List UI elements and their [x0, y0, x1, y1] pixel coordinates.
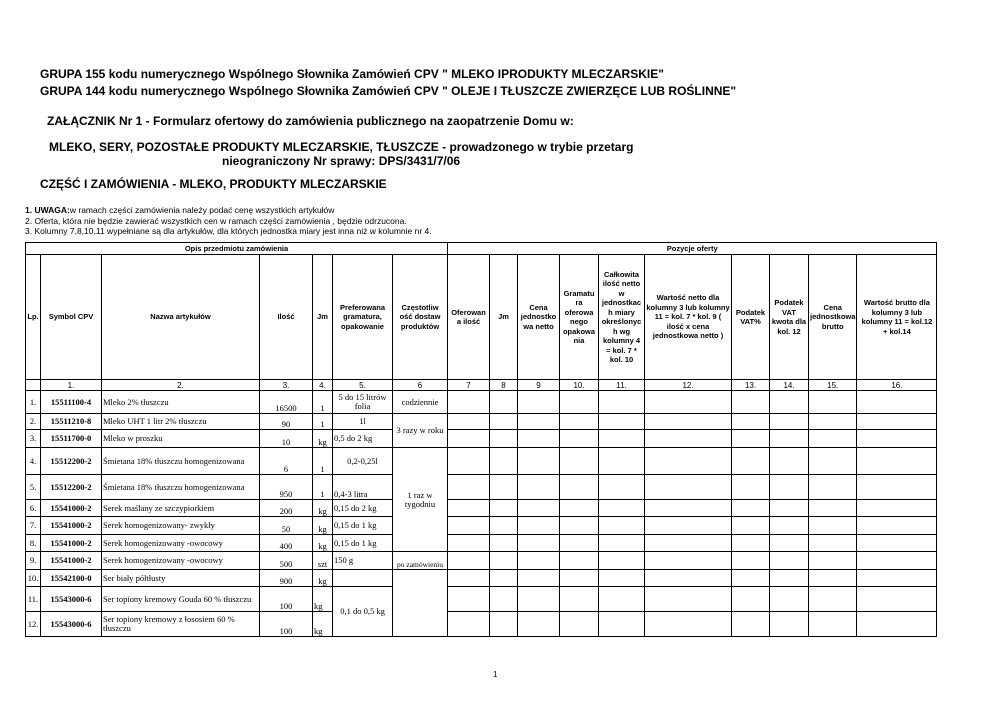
offer-cell[interactable] [645, 430, 732, 448]
note-3: 3. Kolumny 7,8,10,11 wypełniane są dla artykułów, dla których jednostka miary jest inna niż w kolumnie nr 4. [25, 226, 432, 236]
row-lp: 11. [26, 587, 41, 612]
offer-cell[interactable] [809, 430, 857, 448]
offer-cell[interactable] [518, 391, 560, 414]
row-name: Serek homogenizowany -owocowy [102, 535, 260, 552]
col-number: 15. [809, 380, 857, 391]
row-cpv: 15543000-6 [41, 612, 102, 637]
offer-cell[interactable] [857, 391, 937, 414]
offer-cell[interactable] [448, 587, 490, 612]
offer-cell[interactable] [770, 475, 809, 500]
table-row [26, 587, 937, 612]
offer-cell[interactable] [448, 414, 490, 430]
offer-cell[interactable] [770, 570, 809, 587]
offer-cell[interactable] [645, 552, 732, 570]
table-row [26, 517, 937, 535]
offer-cell[interactable] [518, 500, 560, 517]
offer-cell[interactable] [645, 391, 732, 414]
col-number: 16. [857, 380, 937, 391]
row-cpv: 15511100-4 [41, 391, 102, 414]
offer-cell[interactable] [599, 475, 645, 500]
offer-cell[interactable] [518, 448, 560, 475]
row-name: Serek homogenizowany -owocowy [102, 552, 260, 570]
offer-cell[interactable] [857, 414, 937, 430]
row-name: Śmietana 18% tłuszczu homogenizowana [102, 475, 260, 500]
row-cpv: 15511700-0 [41, 430, 102, 448]
row-jm: 1 [313, 448, 333, 475]
col-header: Wartość brutto dla kolumny 3 lub kolumny 11 = kol.12 + kol.14 [857, 255, 937, 380]
col-number: 6 [393, 380, 448, 391]
offer-cell[interactable] [645, 500, 732, 517]
header-line-2: GRUPA 144 kodu numerycznego Wspólnego Słownika Zamówień CPV " OLEJE I TŁUSZCZE ZWIERZĘCE LUB ROŚLINNE" [40, 84, 737, 98]
offer-cell[interactable] [560, 430, 599, 448]
table-row [26, 391, 937, 414]
offer-cell[interactable] [490, 517, 518, 535]
row-freq: 1 raz w tygodniu [393, 448, 448, 552]
table-row [26, 414, 937, 430]
row-lp: 12. [26, 612, 41, 637]
row-jm: kg [313, 587, 333, 612]
row-jm: 1 [313, 414, 333, 430]
offer-cell[interactable] [809, 535, 857, 552]
row-lp: 7. [26, 517, 41, 535]
row-cpv: 15541000-2 [41, 535, 102, 552]
offer-cell[interactable] [857, 448, 937, 475]
offer-cell[interactable] [448, 391, 490, 414]
offer-cell[interactable] [490, 430, 518, 448]
col-header: Gramatu ra oferowa nego opakowa nia [560, 255, 599, 380]
offer-cell[interactable] [857, 430, 937, 448]
offer-cell[interactable] [857, 612, 937, 637]
offer-cell[interactable] [599, 612, 645, 637]
offer-cell[interactable] [732, 391, 770, 414]
row-lp: 8. [26, 535, 41, 552]
row-pref: 0,15 do 2 kg [333, 500, 393, 517]
offer-cell[interactable] [560, 500, 599, 517]
col-number: 10. [560, 380, 599, 391]
offer-cell[interactable] [560, 391, 599, 414]
offer-cell[interactable] [770, 517, 809, 535]
offer-cell[interactable] [732, 430, 770, 448]
offer-cell[interactable] [857, 535, 937, 552]
offer-cell[interactable] [560, 414, 599, 430]
offer-cell[interactable] [732, 552, 770, 570]
offer-cell[interactable] [857, 552, 937, 570]
offer-cell[interactable] [770, 414, 809, 430]
offer-cell[interactable] [732, 448, 770, 475]
offer-cell[interactable] [560, 517, 599, 535]
col-number-blank [26, 380, 41, 391]
row-name: Ser topiony kremowy Gouda 60 % tłuszczu [102, 587, 260, 612]
row-qty: 100 [260, 612, 313, 637]
row-jm: 1 [313, 475, 333, 500]
row-lp: 10. [26, 570, 41, 587]
row-cpv: 15541000-2 [41, 500, 102, 517]
offer-cell[interactable] [448, 448, 490, 475]
row-pref: 0,5 do 2 kg [333, 430, 393, 448]
offer-cell[interactable] [770, 448, 809, 475]
row-name: Serek homogenizowany- zwykły [102, 517, 260, 535]
offer-cell[interactable] [645, 414, 732, 430]
part-title: CZĘŚĆ I ZAMÓWIENIA - MLEKO, PRODUKTY MLECZARSKIE [40, 177, 387, 191]
col-header: Jm [490, 255, 518, 380]
table-row [26, 552, 937, 570]
offer-cell[interactable] [448, 475, 490, 500]
row-cpv: 15541000-2 [41, 552, 102, 570]
offer-cell[interactable] [518, 475, 560, 500]
offer-cell[interactable] [448, 517, 490, 535]
group-header-description: Opis przedmiotu zamówienia [26, 243, 448, 255]
offer-cell[interactable] [518, 414, 560, 430]
offer-cell[interactable] [599, 570, 645, 587]
col-header: Symbol CPV [41, 255, 102, 380]
offer-cell[interactable] [770, 587, 809, 612]
col-number: 9 [518, 380, 560, 391]
row-qty: 200 [260, 500, 313, 517]
row-lp: 5. [26, 475, 41, 500]
offer-cell[interactable] [448, 430, 490, 448]
offer-cell[interactable] [490, 414, 518, 430]
offer-cell[interactable] [645, 517, 732, 535]
offer-cell[interactable] [732, 535, 770, 552]
offer-cell[interactable] [645, 475, 732, 500]
offer-cell[interactable] [857, 475, 937, 500]
offer-cell[interactable] [560, 587, 599, 612]
col-header: Podatek VAT kwota dla kol. 12 [770, 255, 809, 380]
col-header: Nazwa artykułów [102, 255, 260, 380]
offer-cell[interactable] [809, 448, 857, 475]
offer-cell[interactable] [732, 517, 770, 535]
offer-cell[interactable] [518, 570, 560, 587]
row-qty: 500 [260, 552, 313, 570]
row-pref: 0,2-0,25l [333, 448, 393, 475]
offer-cell[interactable] [645, 612, 732, 637]
row-qty: 90 [260, 414, 313, 430]
column-headers [26, 255, 937, 380]
offer-cell[interactable] [770, 552, 809, 570]
table-row [26, 448, 937, 475]
col-header: Oferowan a ilość [448, 255, 490, 380]
offer-cell[interactable] [560, 570, 599, 587]
offer-cell[interactable] [599, 430, 645, 448]
offer-cell[interactable] [560, 612, 599, 637]
offer-cell[interactable] [857, 570, 937, 587]
offer-cell[interactable] [732, 587, 770, 612]
row-qty: 6 [260, 448, 313, 475]
row-pref: 5 do 15 litrów folia [333, 391, 393, 414]
offer-cell[interactable] [448, 570, 490, 587]
col-header: Wartość netto dla kolumny 3 lub kolumny 11 = kol. 7 * kol. 9 ( ilość x cena jednostkowa netto ) [645, 255, 732, 380]
row-jm: kg [313, 500, 333, 517]
offer-cell[interactable] [490, 500, 518, 517]
offer-cell[interactable] [857, 587, 937, 612]
offer-cell[interactable] [809, 391, 857, 414]
offer-cell[interactable] [770, 430, 809, 448]
offer-cell[interactable] [560, 552, 599, 570]
col-number: 2. [102, 380, 260, 391]
col-header: Cena jednostkowa brutto [809, 255, 857, 380]
offer-cell[interactable] [809, 500, 857, 517]
row-cpv: 15511210-8 [41, 414, 102, 430]
row-cpv: 15512200-2 [41, 448, 102, 475]
offer-cell[interactable] [518, 535, 560, 552]
offer-cell[interactable] [599, 448, 645, 475]
offer-cell[interactable] [809, 414, 857, 430]
row-pref: 150 g [333, 552, 393, 570]
row-cpv: 15543000-6 [41, 587, 102, 612]
row-name: Mleko 2% tłuszczu [102, 391, 260, 414]
offer-cell[interactable] [448, 552, 490, 570]
offer-cell[interactable] [770, 535, 809, 552]
table-row [26, 430, 937, 448]
table-row [26, 570, 937, 587]
page-number: 1 [493, 670, 498, 679]
row-lp: 2. [26, 414, 41, 430]
offer-cell[interactable] [857, 500, 937, 517]
offer-cell[interactable] [490, 570, 518, 587]
offer-cell[interactable] [490, 475, 518, 500]
table-row [26, 612, 937, 637]
row-name: Śmietana 18% tłuszczu homogenizowana [102, 448, 260, 475]
offer-cell[interactable] [518, 587, 560, 612]
offer-cell[interactable] [490, 612, 518, 637]
row-freq: codziennie [393, 391, 448, 414]
offer-cell[interactable] [599, 500, 645, 517]
note-2: 2. Oferta, która nie będzie zawierać wszystkich cen w ramach części zamówienia , będzie odrzucona. [25, 215, 407, 226]
offer-cell[interactable] [645, 535, 732, 552]
col-header: Lp. [26, 255, 41, 380]
row-jm: 1 [313, 391, 333, 414]
row-pref: 0,4-3 litra [333, 475, 393, 500]
table-row [26, 475, 937, 500]
col-header: Całkowita ilość netto w jednostkac h miary określonyc h wg kolumny 4 = kol. 7 * kol. 10 [599, 255, 645, 380]
offer-cell[interactable] [809, 587, 857, 612]
offer-cell[interactable] [518, 430, 560, 448]
subject-line-2: nieograniczony Nr sprawy: DPS/3431/7/06 [222, 154, 461, 168]
row-qty: 900 [260, 570, 313, 587]
offer-cell[interactable] [732, 570, 770, 587]
offer-cell[interactable] [809, 475, 857, 500]
column-numbers [26, 380, 937, 391]
offer-cell[interactable] [599, 391, 645, 414]
row-cpv: 15542100-0 [41, 570, 102, 587]
row-pref: 1l [333, 414, 393, 430]
offer-cell[interactable] [809, 517, 857, 535]
col-number: 7 [448, 380, 490, 391]
notes [25, 205, 432, 237]
row-lp: 4. [26, 448, 41, 475]
offer-cell[interactable] [560, 448, 599, 475]
offer-cell[interactable] [448, 535, 490, 552]
col-number: 13. [732, 380, 770, 391]
offer-cell[interactable] [857, 517, 937, 535]
row-pref: 0,1 do 0,5 kg [333, 587, 393, 637]
offer-cell[interactable] [770, 612, 809, 637]
offer-cell[interactable] [490, 552, 518, 570]
offer-cell[interactable] [732, 500, 770, 517]
offer-cell[interactable] [599, 414, 645, 430]
row-jm: kg [313, 535, 333, 552]
offer-cell[interactable] [645, 570, 732, 587]
row-cpv: 15541000-2 [41, 517, 102, 535]
row-jm: kg [313, 517, 333, 535]
offer-cell[interactable] [599, 517, 645, 535]
row-pref-empty [333, 570, 393, 587]
row-jm: szt [313, 552, 333, 570]
col-header: Ilość [260, 255, 313, 380]
offer-cell[interactable] [645, 448, 732, 475]
row-freq-empty [393, 570, 448, 637]
col-number: 11. [599, 380, 645, 391]
row-lp: 9. [26, 552, 41, 570]
note-1: 1. UWAGA:w ramach części zamówienia należy podać cenę wszystkich artykułów [25, 205, 335, 215]
offer-cell[interactable] [490, 587, 518, 612]
row-qty: 950 [260, 475, 313, 500]
col-number: 3. [260, 380, 313, 391]
col-header: Cena jednostko wa netto [518, 255, 560, 380]
col-header: Podatek VAT% [732, 255, 770, 380]
offer-cell[interactable] [560, 475, 599, 500]
row-name: Serek maślany ze szczypiorkiem [102, 500, 260, 517]
col-header: Częstotliw ość dostaw produktów [393, 255, 448, 380]
row-freq: po zamówieniu [393, 552, 448, 570]
table-row [26, 500, 937, 517]
row-jm: kg [313, 612, 333, 637]
offer-cell[interactable] [448, 612, 490, 637]
col-number: 5. [333, 380, 393, 391]
offer-cell[interactable] [448, 500, 490, 517]
row-lp: 6. [26, 500, 41, 517]
row-name: Ser biały półtłusty [102, 570, 260, 587]
row-qty: 400 [260, 535, 313, 552]
offer-cell[interactable] [645, 587, 732, 612]
offer-cell[interactable] [518, 612, 560, 637]
offer-table [25, 242, 937, 637]
row-name: Mleko UHT 1 litr 2% tłuszczu [102, 414, 260, 430]
row-jm: kg [313, 570, 333, 587]
offer-cell[interactable] [599, 587, 645, 612]
col-number: 1. [41, 380, 102, 391]
row-qty: 100 [260, 587, 313, 612]
offer-cell[interactable] [809, 612, 857, 637]
offer-cell[interactable] [809, 570, 857, 587]
row-pref: 0,15 do 1 kg [333, 517, 393, 535]
offer-cell[interactable] [599, 535, 645, 552]
table-row [26, 535, 937, 552]
header-line-1: GRUPA 155 kodu numerycznego Wspólnego Słownika Zamówień CPV " MLEKO IPRODUKTY MLECZARSKIE" [40, 67, 664, 81]
row-cpv: 15512200-2 [41, 475, 102, 500]
col-number: 4. [313, 380, 333, 391]
col-header: Jm [313, 255, 333, 380]
row-lp: 3. [26, 430, 41, 448]
offer-cell[interactable] [490, 448, 518, 475]
offer-cell[interactable] [490, 535, 518, 552]
col-number: 8 [490, 380, 518, 391]
row-lp: 1. [26, 391, 41, 414]
row-jm: kg [313, 430, 333, 448]
offer-cell[interactable] [560, 535, 599, 552]
offer-cell[interactable] [732, 612, 770, 637]
row-name: Mleko w proszku [102, 430, 260, 448]
col-number: 14. [770, 380, 809, 391]
offer-cell[interactable] [770, 391, 809, 414]
col-header: Preferowana gramatura, opakowanie [333, 255, 393, 380]
attachment-title: ZAŁĄCZNIK Nr 1 - Formularz ofertowy do zamówienia publicznego na zaopatrzenie Domu w: [47, 114, 574, 128]
offer-cell[interactable] [732, 475, 770, 500]
subject-line-1: MLEKO, SERY, POZOSTAŁE PRODUKTY MLECZARSKIE, TŁUSZCZE - prowadzonego w trybie przetarg [49, 140, 634, 154]
offer-cell[interactable] [490, 391, 518, 414]
offer-cell[interactable] [732, 414, 770, 430]
offer-cell[interactable] [770, 500, 809, 517]
row-name: Ser topiony kremowy z łososiem 60 % tłuszczu [102, 612, 260, 637]
offer-cell[interactable] [518, 552, 560, 570]
row-qty: 10 [260, 430, 313, 448]
row-pref: 0,15 do 1 kg [333, 535, 393, 552]
group-header-offer: Pozycje oferty [448, 243, 937, 255]
offer-cell[interactable] [809, 552, 857, 570]
offer-cell[interactable] [599, 552, 645, 570]
offer-cell[interactable] [518, 517, 560, 535]
row-qty: 16500 [260, 391, 313, 414]
row-freq: 3 razy w roku [393, 414, 448, 448]
row-qty: 50 [260, 517, 313, 535]
col-number: 12. [645, 380, 732, 391]
